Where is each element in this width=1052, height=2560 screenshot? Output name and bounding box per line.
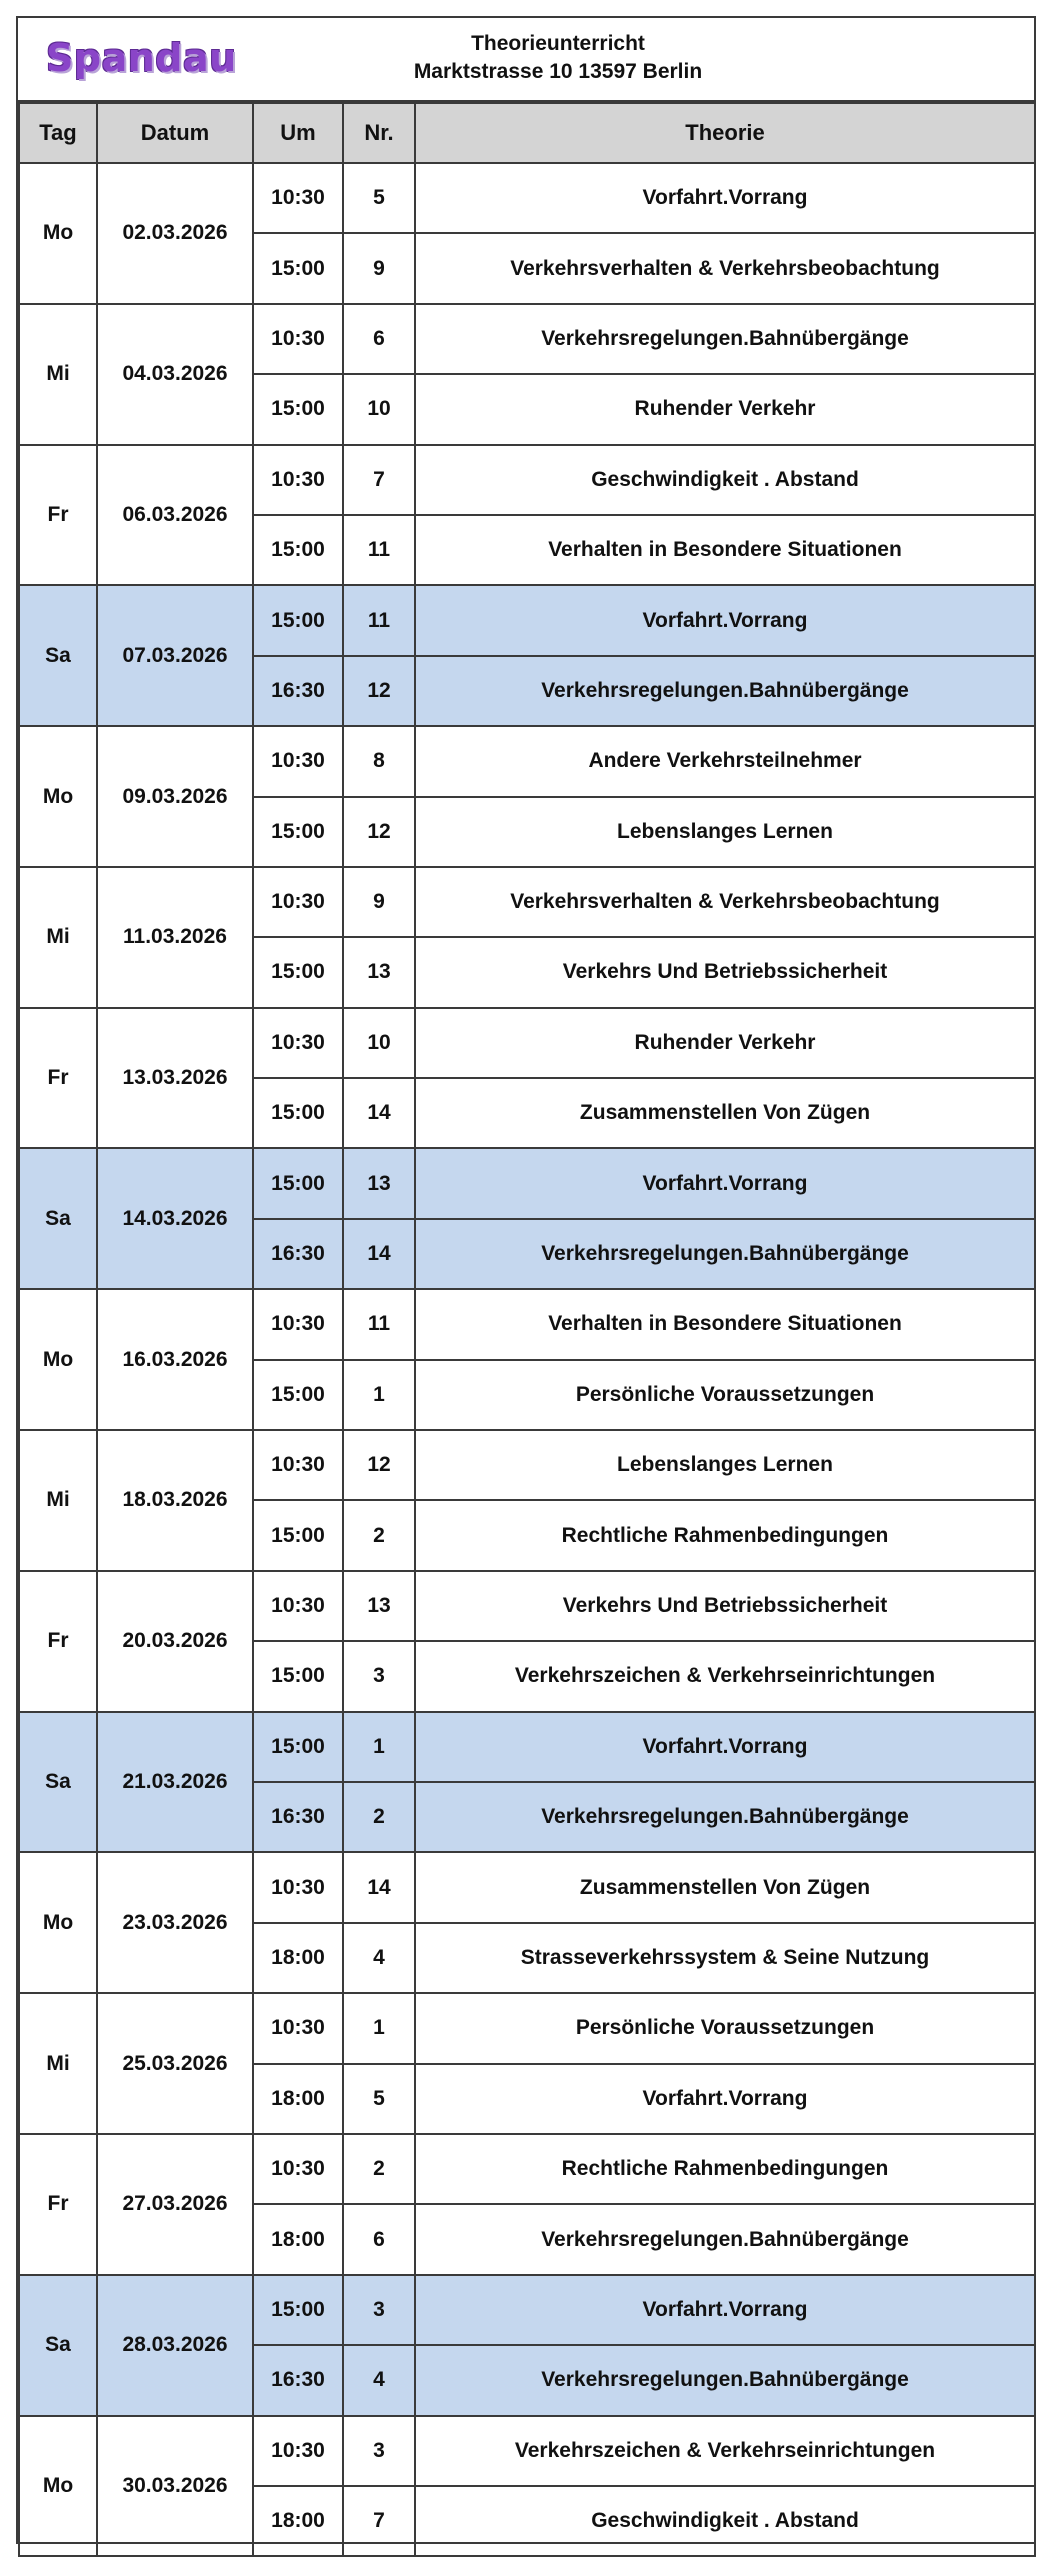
topic-cell: Strasseverkehrssystem & Seine Nutzung xyxy=(415,1923,1035,1993)
date-cell: 04.03.2026 xyxy=(97,304,253,445)
spandau-logo: Spandau xyxy=(46,36,237,80)
date-cell: 09.03.2026 xyxy=(97,726,253,867)
lesson-number-cell: 10 xyxy=(343,1008,415,1078)
date-cell: 28.03.2026 xyxy=(97,2275,253,2416)
table-row xyxy=(19,304,1035,374)
lesson-number-cell: 13 xyxy=(343,937,415,1007)
date-cell: 20.03.2026 xyxy=(97,1571,253,1712)
time-cell: 10:30 xyxy=(253,1571,343,1641)
lesson-number-cell: 14 xyxy=(343,1852,415,1922)
lesson-number-cell: 2 xyxy=(343,2134,415,2204)
day-cell: Sa xyxy=(19,585,97,726)
date-cell: 21.03.2026 xyxy=(97,1712,253,1853)
time-cell: 15:00 xyxy=(253,1148,343,1218)
date-cell: 30.03.2026 xyxy=(97,2416,253,2557)
lesson-number-cell: 12 xyxy=(343,1430,415,1500)
date-cell: 11.03.2026 xyxy=(97,867,253,1008)
day-cell: Sa xyxy=(19,1712,97,1853)
time-cell: 10:30 xyxy=(253,445,343,515)
time-cell: 16:30 xyxy=(253,1782,343,1852)
topic-cell: Geschwindigkeit . Abstand xyxy=(415,2486,1035,2556)
col-header-datum: Datum xyxy=(97,103,253,163)
topic-cell: Vorfahrt.Vorrang xyxy=(415,1712,1035,1782)
date-cell: 06.03.2026 xyxy=(97,445,253,586)
lesson-number-cell: 6 xyxy=(343,304,415,374)
lesson-number-cell: 7 xyxy=(343,445,415,515)
topic-cell: Ruhender Verkehr xyxy=(415,1008,1035,1078)
lesson-number-cell: 11 xyxy=(343,515,415,585)
lesson-number-cell: 12 xyxy=(343,797,415,867)
page-title: Theorieunterricht xyxy=(471,32,645,55)
day-cell: Mo xyxy=(19,726,97,867)
day-cell: Sa xyxy=(19,1148,97,1289)
topic-cell: Verkehrsregelungen.Bahnübergänge xyxy=(415,304,1035,374)
schedule-table xyxy=(18,102,1036,2557)
lesson-number-cell: 12 xyxy=(343,656,415,726)
topic-cell: Verkehrs Und Betriebssicherheit xyxy=(415,937,1035,1007)
lesson-number-cell: 7 xyxy=(343,2486,415,2556)
time-cell: 15:00 xyxy=(253,1500,343,1570)
time-cell: 15:00 xyxy=(253,374,343,444)
table-row xyxy=(19,2416,1035,2486)
date-cell: 16.03.2026 xyxy=(97,1289,253,1430)
day-cell: Fr xyxy=(19,2134,97,2275)
lesson-number-cell: 2 xyxy=(343,1500,415,1570)
time-cell: 10:30 xyxy=(253,304,343,374)
lesson-number-cell: 3 xyxy=(343,2275,415,2345)
table-row xyxy=(19,1008,1035,1078)
day-cell: Fr xyxy=(19,1008,97,1149)
time-cell: 10:30 xyxy=(253,2134,343,2204)
topic-cell: Verkehrszeichen & Verkehrseinrichtungen xyxy=(415,2416,1035,2486)
table-row xyxy=(19,163,1035,233)
time-cell: 15:00 xyxy=(253,2275,343,2345)
date-cell: 02.03.2026 xyxy=(97,163,253,304)
topic-cell: Vorfahrt.Vorrang xyxy=(415,585,1035,655)
sheet-header xyxy=(18,18,1034,102)
col-header-nr: Nr. xyxy=(343,103,415,163)
day-cell: Mi xyxy=(19,1430,97,1571)
topic-cell: Verkehrsregelungen.Bahnübergänge xyxy=(415,1782,1035,1852)
header-row xyxy=(19,103,1035,163)
time-cell: 16:30 xyxy=(253,2345,343,2415)
time-cell: 10:30 xyxy=(253,1430,343,1500)
lesson-number-cell: 6 xyxy=(343,2204,415,2274)
topic-cell: Vorfahrt.Vorrang xyxy=(415,163,1035,233)
lesson-number-cell: 13 xyxy=(343,1571,415,1641)
col-header-tag: Tag xyxy=(19,103,97,163)
topic-cell: Verkehrszeichen & Verkehrseinrichtungen xyxy=(415,1641,1035,1711)
time-cell: 10:30 xyxy=(253,1008,343,1078)
lesson-number-cell: 4 xyxy=(343,1923,415,1993)
topic-cell: Vorfahrt.Vorrang xyxy=(415,2275,1035,2345)
time-cell: 15:00 xyxy=(253,1641,343,1711)
day-cell: Mo xyxy=(19,2416,97,2557)
topic-cell: Ruhender Verkehr xyxy=(415,374,1035,444)
lesson-number-cell: 8 xyxy=(343,726,415,796)
time-cell: 10:30 xyxy=(253,1289,343,1359)
day-cell: Mo xyxy=(19,163,97,304)
topic-cell: Verkehrsregelungen.Bahnübergänge xyxy=(415,2345,1035,2415)
address-line: Marktstrasse 10 13597 Berlin xyxy=(413,60,703,83)
time-cell: 18:00 xyxy=(253,1923,343,1993)
topic-cell: Verkehrsverhalten & Verkehrsbeobachtung xyxy=(415,867,1035,937)
topic-cell: Verkehrsregelungen.Bahnübergänge xyxy=(415,656,1035,726)
date-cell: 27.03.2026 xyxy=(97,2134,253,2275)
date-cell: 14.03.2026 xyxy=(97,1148,253,1289)
time-cell: 10:30 xyxy=(253,2416,343,2486)
day-cell: Mo xyxy=(19,1289,97,1430)
table-row xyxy=(19,2275,1035,2345)
topic-cell: Rechtliche Rahmenbedingungen xyxy=(415,1500,1035,1570)
topic-cell: Persönliche Voraussetzungen xyxy=(415,1360,1035,1430)
table-row xyxy=(19,1148,1035,1218)
date-cell: 18.03.2026 xyxy=(97,1430,253,1571)
topic-cell: Verkehrs Und Betriebssicherheit xyxy=(415,1571,1035,1641)
lesson-number-cell: 5 xyxy=(343,2064,415,2134)
time-cell: 16:30 xyxy=(253,656,343,726)
time-cell: 18:00 xyxy=(253,2204,343,2274)
lesson-number-cell: 9 xyxy=(343,233,415,303)
col-header-theorie: Theorie xyxy=(415,103,1035,163)
lesson-number-cell: 2 xyxy=(343,1782,415,1852)
day-cell: Mi xyxy=(19,1993,97,2134)
date-cell: 07.03.2026 xyxy=(97,585,253,726)
time-cell: 15:00 xyxy=(253,515,343,585)
table-row xyxy=(19,1430,1035,1500)
lesson-number-cell: 10 xyxy=(343,374,415,444)
col-header-um: Um xyxy=(253,103,343,163)
table-row xyxy=(19,1571,1035,1641)
topic-cell: Geschwindigkeit . Abstand xyxy=(415,445,1035,515)
day-cell: Mo xyxy=(19,1852,97,1993)
time-cell: 10:30 xyxy=(253,726,343,796)
date-cell: 23.03.2026 xyxy=(97,1852,253,1993)
table-row xyxy=(19,1993,1035,2063)
lesson-number-cell: 1 xyxy=(343,1993,415,2063)
day-cell: Sa xyxy=(19,2275,97,2416)
day-cell: Mi xyxy=(19,304,97,445)
schedule-sheet xyxy=(16,16,1036,2544)
topic-cell: Zusammenstellen Von Zügen xyxy=(415,1078,1035,1148)
table-row xyxy=(19,1289,1035,1359)
topic-cell: Vorfahrt.Vorrang xyxy=(415,2064,1035,2134)
lesson-number-cell: 9 xyxy=(343,867,415,937)
lesson-number-cell: 3 xyxy=(343,2416,415,2486)
lesson-number-cell: 14 xyxy=(343,1219,415,1289)
date-cell: 13.03.2026 xyxy=(97,1008,253,1149)
table-row xyxy=(19,726,1035,796)
table-row xyxy=(19,1712,1035,1782)
topic-cell: Verkehrsregelungen.Bahnübergänge xyxy=(415,2204,1035,2274)
time-cell: 15:00 xyxy=(253,1712,343,1782)
lesson-number-cell: 11 xyxy=(343,1289,415,1359)
table-row xyxy=(19,867,1035,937)
lesson-number-cell: 11 xyxy=(343,585,415,655)
topic-cell: Verkehrsregelungen.Bahnübergänge xyxy=(415,1219,1035,1289)
day-cell: Mi xyxy=(19,867,97,1008)
title-block xyxy=(278,30,838,86)
day-cell: Fr xyxy=(19,1571,97,1712)
lesson-number-cell: 13 xyxy=(343,1148,415,1218)
time-cell: 15:00 xyxy=(253,797,343,867)
table-row xyxy=(19,585,1035,655)
time-cell: 18:00 xyxy=(253,2486,343,2556)
time-cell: 16:30 xyxy=(253,1219,343,1289)
topic-cell: Verhalten in Besondere Situationen xyxy=(415,1289,1035,1359)
topic-cell: Lebenslanges Lernen xyxy=(415,797,1035,867)
time-cell: 10:30 xyxy=(253,1852,343,1922)
lesson-number-cell: 3 xyxy=(343,1641,415,1711)
topic-cell: Verkehrsverhalten & Verkehrsbeobachtung xyxy=(415,233,1035,303)
topic-cell: Vorfahrt.Vorrang xyxy=(415,1148,1035,1218)
time-cell: 10:30 xyxy=(253,867,343,937)
time-cell: 15:00 xyxy=(253,585,343,655)
table-row xyxy=(19,445,1035,515)
lesson-number-cell: 1 xyxy=(343,1712,415,1782)
time-cell: 15:00 xyxy=(253,1078,343,1148)
time-cell: 10:30 xyxy=(253,163,343,233)
day-cell: Fr xyxy=(19,445,97,586)
topic-cell: Andere Verkehrsteilnehmer xyxy=(415,726,1035,796)
date-cell: 25.03.2026 xyxy=(97,1993,253,2134)
topic-cell: Verhalten in Besondere Situationen xyxy=(415,515,1035,585)
time-cell: 10:30 xyxy=(253,1993,343,2063)
table-row xyxy=(19,2134,1035,2204)
topic-cell: Zusammenstellen Von Zügen xyxy=(415,1852,1035,1922)
topic-cell: Rechtliche Rahmenbedingungen xyxy=(415,2134,1035,2204)
topic-cell: Lebenslanges Lernen xyxy=(415,1430,1035,1500)
time-cell: 15:00 xyxy=(253,1360,343,1430)
schedule-body xyxy=(19,163,1035,2556)
lesson-number-cell: 4 xyxy=(343,2345,415,2415)
time-cell: 15:00 xyxy=(253,937,343,1007)
time-cell: 18:00 xyxy=(253,2064,343,2134)
lesson-number-cell: 5 xyxy=(343,163,415,233)
lesson-number-cell: 14 xyxy=(343,1078,415,1148)
time-cell: 15:00 xyxy=(253,233,343,303)
table-row xyxy=(19,1852,1035,1922)
lesson-number-cell: 1 xyxy=(343,1360,415,1430)
topic-cell: Persönliche Voraussetzungen xyxy=(415,1993,1035,2063)
